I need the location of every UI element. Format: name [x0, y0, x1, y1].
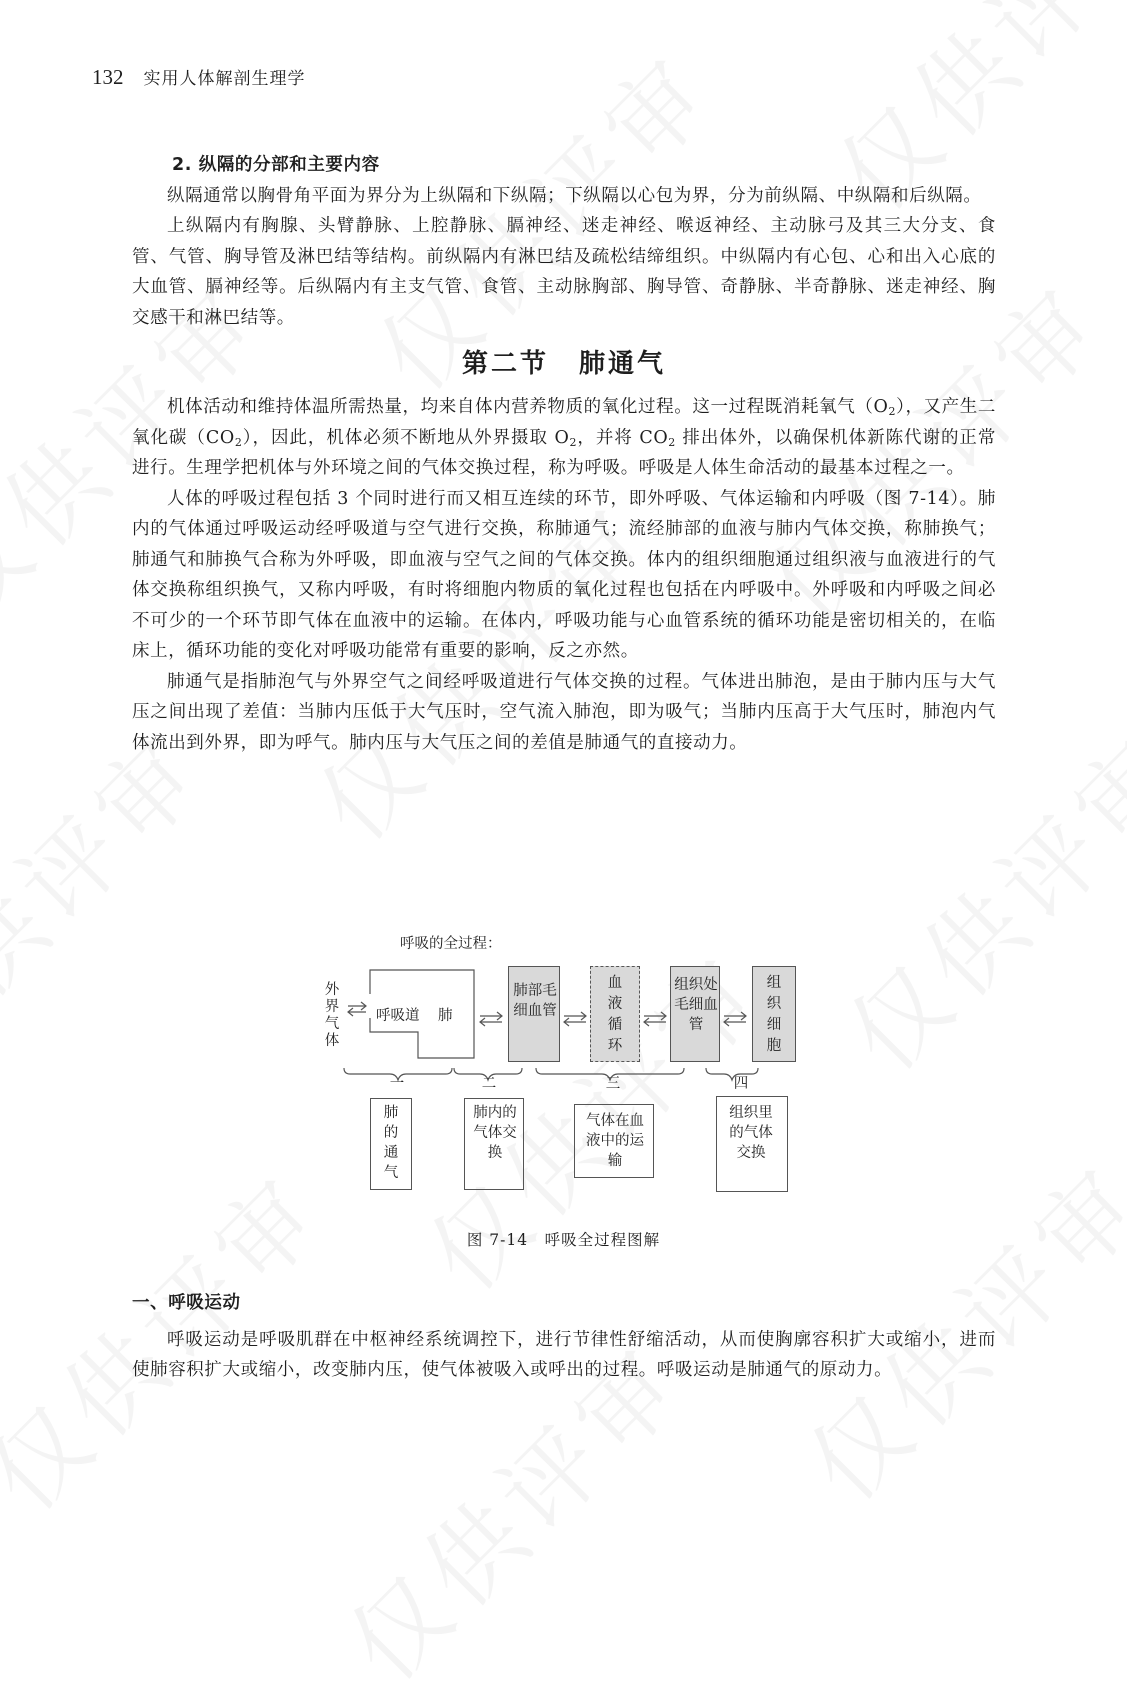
blood-circulation-label: 血液循环 — [607, 975, 623, 1054]
pulmonary-capillary-box — [508, 966, 560, 1062]
paragraph: 人体的呼吸过程包括 3 个同时进行而又相互连续的环节，即外呼吸、气体运输和内呼吸（图 7-14）。肺内的气体通过呼吸运动经呼吸道与空气进行交换，称肺通气；流经肺部的血液与肺内气体交换，称肺换气；肺通气和肺换气合称为外呼吸，即血液与空气之间的气体交换。体内的组织细胞通过组织液与血液进行的气体交换称组织换气，又称内呼吸，有时将细胞内物质的氧化过程也包括在内呼吸中。外呼吸和内呼吸之间必不可少的一个环节即气体在血液中的运输。在体内，呼吸功能与心血管系统的循环功能是密切相关的，在临床上，循环功能的变化对呼吸功能常有重要的影响，反之亦然。 — [132, 488, 996, 661]
book-title: 实用人体解剖生理学 — [143, 69, 306, 89]
paragraph: 机体活动和维持体温所需热量，均来自体内营养物质的氧化过程。这一过程既消耗氧气$(O_2)$，又产生二氧化碳$(CO_2)$，因此，机体必须不断地从外界摄取 $O_2$，并将 $CO_2$ 排出体外，以确保机体新陈代谢的正常进行。生理学把机体与外环境之间的气体交换过程，称为呼吸。呼吸是人体生命活动的最基本过程之一。 — [132, 397, 997, 478]
tissue-capillary-label: 组织处毛细血管 — [674, 977, 718, 1033]
stage-label-2: 二 — [481, 1076, 497, 1092]
watermark-text — [0, 700, 230, 1097]
blood-circulation-box — [590, 966, 640, 1062]
subheading-mediastinum: 2. 纵隔的分部和主要内容 — [172, 155, 380, 175]
stage-label-3: 三 — [605, 1076, 621, 1092]
tissue-cells-box — [752, 966, 796, 1062]
stage-description-1 — [370, 1098, 412, 1190]
outside-air-label: 外界气体 — [324, 982, 340, 1049]
paragraph: 上纵隔内有胸腺、头臂静脉、上腔静脉、膈神经、迷走神经、喉返神经、主动脉弓及其三大分支、食管、气管、胸导管及淋巴结等结构。前纵隔内有淋巴结及疏松结缔组织。中纵隔内有心包、心和出入心底的大血管、膈神经等。后纵隔内有主支气管、食管、主动脉胸部、胸导管、奇静脉、半奇静脉、迷走神经、胸交感干和淋巴结等。 — [132, 216, 996, 328]
paragraph: 呼吸运动是呼吸肌群在中枢神经系统调控下，进行节律性舒缩活动，从而使胸廓容积扩大或缩小，进而使肺容积扩大或缩小，改变肺内压，使气体被吸入或呼出的过程。呼吸运动是肺通气的原动力。 — [132, 1329, 996, 1380]
section-name: 肺通气 — [579, 349, 667, 379]
running-head — [92, 64, 306, 90]
stage-description-2 — [464, 1098, 524, 1190]
section-title — [132, 343, 996, 380]
figure-caption: 图 7-14 呼吸全过程图解 — [466, 1231, 661, 1249]
pulmonary-capillary-label: 肺部毛细血管 — [513, 983, 557, 1019]
stage-description-4 — [716, 1096, 788, 1192]
stage-description-text: 肺的通气 — [383, 1105, 399, 1181]
section-number: 第二节 — [461, 349, 549, 379]
respiration-diagram — [322, 930, 812, 1200]
stage-description-3 — [574, 1104, 654, 1178]
page-number: 132 — [92, 65, 124, 89]
stage-description-text: 组织里的气体交换 — [729, 1105, 773, 1161]
paragraph: 纵隔通常以胸骨角平面为界分为上纵隔和下纵隔；下纵隔以心包为界，分为前纵隔、中纵隔和后纵隔。 — [167, 185, 982, 206]
main-content — [132, 150, 996, 758]
airway-label: 呼吸道 — [376, 1008, 420, 1024]
paragraph: 肺通气是指肺泡气与外界空气之间经呼吸道进行气体交换的过程。气体进出肺泡，是由于肺内压与大气压之间出现了差值：当肺内压低于大气压时，空气流入肺泡，即为吸气；当肺内压高于大气压时，肺泡内气体流出到外界，即为呼气。肺内压与大气压之间的差值是肺通气的直接动力。 — [132, 671, 996, 753]
stage-label-1: 一 — [389, 1076, 405, 1092]
tissue-cells-label: 组织细胞 — [766, 975, 782, 1054]
figure-title: 呼吸的全过程： — [400, 936, 502, 952]
tissue-capillary-box — [670, 966, 720, 1062]
lung-label: 肺 — [438, 1008, 453, 1024]
stage-label-4: 四 — [733, 1076, 749, 1092]
heading-respiratory-movement: 一、呼吸运动 — [132, 1293, 241, 1313]
respiratory-movement-section — [132, 1288, 996, 1386]
watermark-text — [814, 700, 1127, 1097]
stage-description-text: 气体在血液中的运输 — [586, 1113, 644, 1169]
stage-description-text: 肺内的气体交换 — [473, 1105, 517, 1161]
